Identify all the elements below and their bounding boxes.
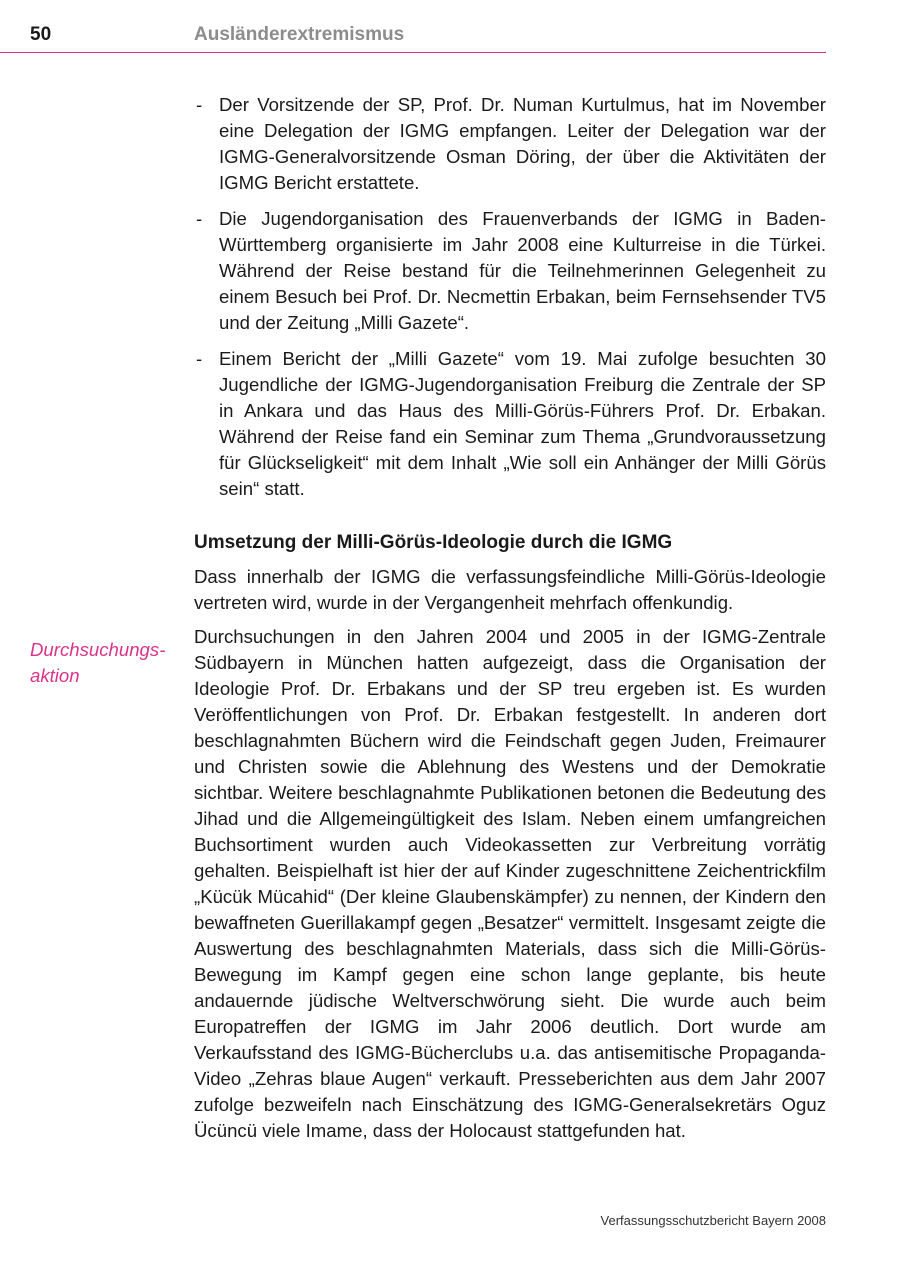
body-paragraph: Durchsuchungen in den Jahren 2004 und 2005 in der IGMG-Zentrale Südbayern in München hatten aufgezeigt, dass die Organisation der Ideologie Prof. Dr. Erbakans und der SP treu ergeben ist. Es wurden Veröffentlichungen von Prof. Dr. Erbakan festgestellt. In anderen dort beschlagnahmten Büchern wird die Feindschaft gegen Juden, Freimaurer und Christen sowie die Ablehnung des Westens und der Demokratie sichtbar. Weitere beschlagnahmte Publikationen betonen die Bedeutung des Jihad und die Allgemeingültigkeit des Islam. Neben einem umfangreichen Buchsortiment wurden auch Videokassetten zur Verbreitung vorrätig gehalten. Beispielhaft ist hier der auf Kinder zugeschnittene Zeichentrickfilm „Kücük Mücahid“ (Der kleine Glaubenskämpfer) zu nennen, der Kindern den bewaffneten Guerillakampf gegen „Besatzer“ vermittelt. Insgesamt zeigte die Auswertung des beschlagnahmten Materials, dass sich die Milli-Görüs-Bewegung im Kampf gegen eine schon lange geplante, bis heute andauernde jüdische Weltverschwörung sieht. Die wurde auch beim Europatreffen der IGMG im Jahr 2006 deutlich. Dort wurde am Verkaufsstand des IGMG-Bücherclubs u.a. das antisemitische Propaganda-Video „Zehras blaue Augen“ verkauft. Presseberichten aus dem Jahr 2007 zufolge bezweifeln nach Einschätzung des IGMG-Generalsekretärs Oguz Ücüncü viele Imame, dass der Holocaust stattgefunden hat. [194,626,826,1141]
page-number: 50 [30,24,52,45]
section-heading: Umsetzung der Milli-Görüs-Ideologie durch die IGMG [194,532,673,553]
intro-paragraph: Dass innerhalb der IGMG die verfassungsfeindliche Milli-Görüs-Ideologie vertreten wird, wurde in der Vergangenheit mehrfach offenkundig. [194,566,826,613]
bullet-list [194,92,826,502]
chapter-title: Ausländerextremismus [194,24,405,45]
page-footer: Verfassungsschutzbericht Bayern 2008 [600,1213,826,1228]
page-header [0,0,826,53]
main-content [194,92,826,1152]
bullet-item-3: - Einem Bericht der „Milli Gazete“ vom 19. Mai zufolge besuchten 30 Jugendliche der IGMG-Jugendorganisation Freiburg die Zentrale der SP in Ankara und das Haus des Milli-Görüs-Führers Prof. Dr. Erbakan. Während der Reise fand ein Seminar zum Thema „Grundvoraussetzung für Glückseligkeit“ mit dem Inhalt „Wie soll ein Anhänger der Milli Görüs sein“ statt. [194,346,826,502]
margin-note [30,637,180,689]
bullet-item-1: - Der Vorsitzende der SP, Prof. Dr. Numan Kurtulmus, hat im November eine Delegation der IGMG empfangen. Leiter der Delegation war der IGMG-Generalvorsitzende Osman Döring, der über die Aktivitäten der IGMG Bericht erstattete. [194,92,826,196]
margin-note-text: Durchsuchungs- aktion [30,639,166,686]
bullet-item-2: - Die Jugendorganisation des Frauenverbands der IGMG in Baden-Württemberg organisierte im Jahr 2008 eine Kulturreise in die Türkei. Während der Reise bestand für die Teilnehmerinnen Gelegenheit zu einem Besuch bei Prof. Dr. Necmettin Erbakan, beim Fernsehsender TV5 und der Zeitung „Milli Gazete“. [194,206,826,336]
